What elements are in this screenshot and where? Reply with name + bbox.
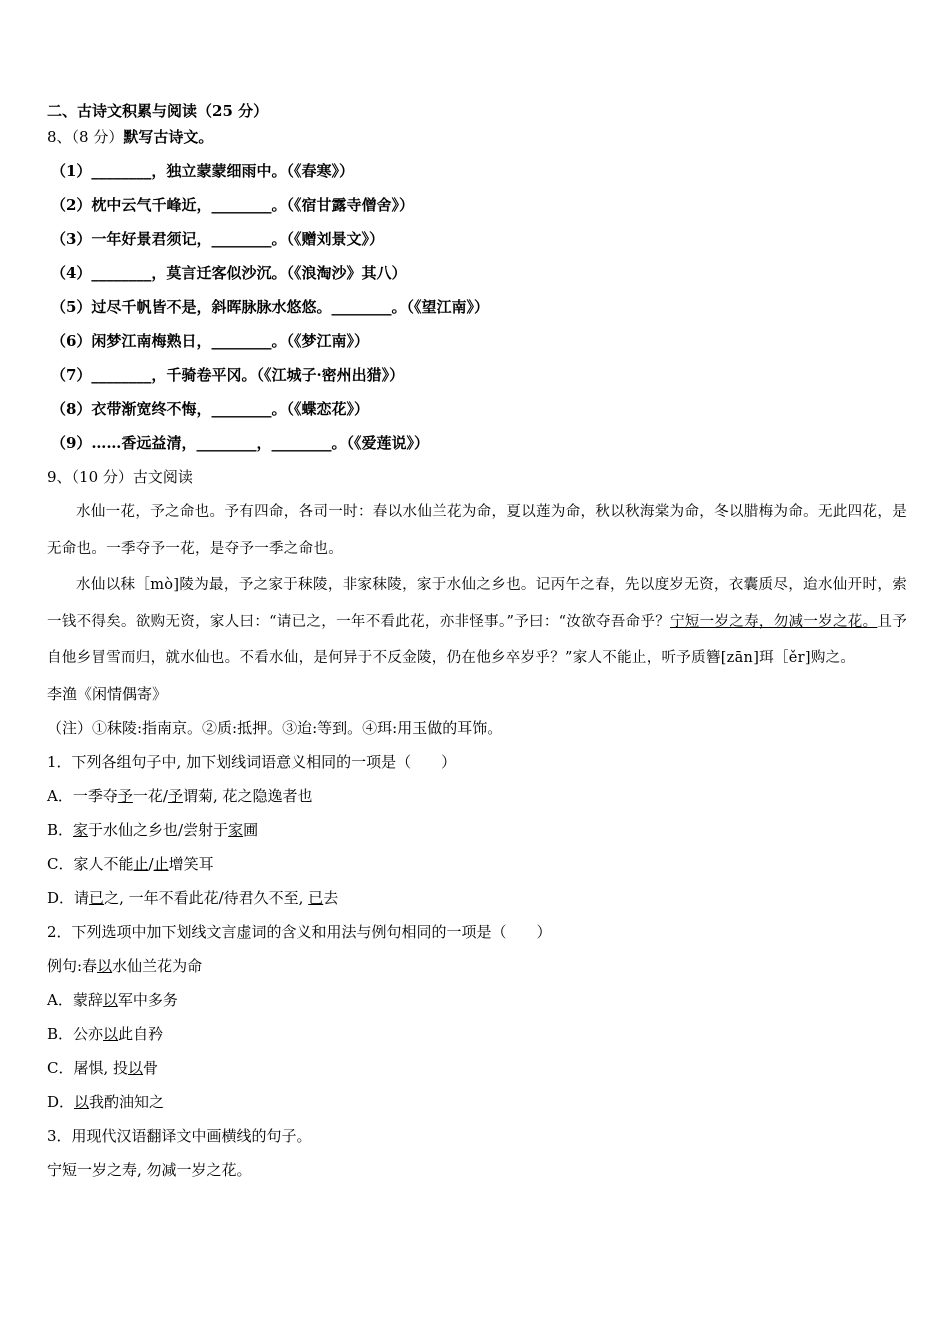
option-label: C．: [47, 854, 74, 873]
option-text: 蒙辞: [72, 990, 103, 1009]
question-instruction: 默写古诗文。: [123, 128, 214, 146]
fill-blank-item-6: （6）闲梦江南梅熟日，________。（《梦江南》）: [51, 332, 369, 350]
option-text: 家人不能: [73, 854, 134, 873]
underlined-word: 已: [308, 888, 324, 907]
underlined-word: 已: [89, 888, 105, 907]
underlined-word: 予: [117, 786, 133, 805]
fill-blank-item-8: （8）衣带渐宽终不悔，________。（《蝶恋花》）: [51, 400, 369, 418]
underlined-word: 止: [153, 854, 169, 873]
example-text: 水仙兰花为命: [112, 956, 203, 975]
underlined-word: 家: [228, 820, 244, 839]
underlined-word: 以: [102, 990, 118, 1009]
option-text: 圃: [243, 820, 259, 839]
option-text: 一季夺: [72, 786, 118, 805]
fill-blank-item-2: （2）枕中云气千峰近，________。（《宿甘露寺僧舍》）: [51, 196, 414, 214]
option-d[interactable]: [47, 1085, 907, 1119]
passage-text: 且予自他乡冒雪而归，就水仙也。不看水仙，是何异于不反金陵，仍在他乡卒岁乎？”家人不能止，听予质簪[zān]珥［ěr]购之。: [47, 613, 907, 666]
passage-paragraph-1: 水仙一花，予之命也。予有四命，各司一时：春以水仙兰花为命，夏以莲为命，秋以秋海棠为命，冬以腊梅为命。无此四花，是无命也。一季夺予一花，是夺予一季之命也。: [47, 504, 907, 557]
fill-blank-item-9: （9）……香远益清，________，________。（《爱莲说》）: [51, 434, 429, 452]
question-9-heading: 9、（10 分）古文阅读: [47, 468, 193, 486]
option-b[interactable]: [47, 813, 907, 847]
sub-question-1: [47, 745, 907, 915]
option-c[interactable]: [47, 847, 907, 881]
option-text: 增笑耳: [168, 854, 214, 873]
option-label: D．: [47, 888, 75, 907]
underlined-word: 以: [97, 956, 113, 975]
fill-blank-item-7: （7）________，千骑卷平冈。（《江城子·密州出猎》）: [51, 366, 405, 384]
underlined-word: 予: [167, 786, 183, 805]
sub-question-2-stem: 2．下列选项中加下划线文言虚词的含义和用法与例句相同的一项是（ ）: [47, 922, 552, 941]
option-b[interactable]: [47, 1017, 907, 1051]
option-text: 军中多务: [117, 990, 178, 1009]
passage-paragraph-2: [47, 567, 907, 677]
fill-blank-item-5: （5）过尽千帆皆不是，斜晖脉脉水悠悠。________。（《望江南》）: [51, 298, 489, 316]
passage-text: 水仙以秣［mò]陵为最，予之家于秣陵，非家秣陵，家于水仙之乡也。记丙午之春，先以度岁无资，衣囊质尽，迨水仙开时，索一钱不得矣。欲购无资，家人曰：“请已之，一年不看此花，亦非怪事。”予曰：“汝欲夺吾命乎？: [47, 577, 907, 630]
example-sentence: [47, 949, 907, 983]
question-number: 8、: [47, 128, 72, 146]
example-text: 例句:春: [47, 956, 98, 975]
sub-question-3-stem: 3．用现代汉语翻译文中画横线的句子。: [47, 1126, 312, 1145]
option-text: 骨: [143, 1058, 159, 1077]
option-text: 此自矜: [118, 1024, 164, 1043]
option-a[interactable]: [47, 983, 907, 1017]
fill-blank-item-1: （1）________，独立蒙蒙细雨中。（《春寒》）: [51, 162, 354, 180]
option-text: 公亦: [73, 1024, 104, 1043]
option-text: 之, 一年不看此花/待君久不至,: [104, 888, 309, 907]
option-c[interactable]: [47, 1051, 907, 1085]
option-label: B．: [47, 820, 74, 839]
option-text: 屠惧, 投: [73, 1058, 129, 1077]
question-8-heading: [47, 124, 907, 150]
passage-note: （注）①秣陵:指南京。②质:抵押。③迨:等到。④珥:用玉做的耳饰。: [47, 718, 503, 737]
underlined-word: 止: [133, 854, 149, 873]
underlined-word: 以: [74, 1092, 90, 1111]
underlined-word: 以: [128, 1058, 144, 1077]
passage-source: 李渔《闲情偶寄》: [47, 684, 168, 703]
question-points: （8 分）: [71, 128, 124, 146]
underlined-word: 以: [103, 1024, 119, 1043]
underlined-word: 家: [73, 820, 89, 839]
option-label: C．: [47, 1058, 74, 1077]
option-label: D．: [47, 1092, 75, 1111]
option-label: A．: [47, 990, 73, 1009]
fill-blank-item-3: （3）一年好景君须记，________。（《赠刘景文》）: [51, 230, 384, 248]
option-a[interactable]: [47, 779, 907, 813]
underlined-sentence: 宁短一岁之寿，勿减一岁之花。: [670, 613, 878, 630]
option-label: B．: [47, 1024, 74, 1043]
option-text: 一花/: [132, 786, 168, 805]
option-text: /: [148, 854, 154, 873]
option-d[interactable]: [47, 881, 907, 915]
sub-question-2: [47, 915, 907, 1119]
option-text: 去: [323, 888, 339, 907]
option-text: 谓菊, 花之隐逸者也: [182, 786, 313, 805]
fill-blank-item-4: （4）________，莫言迁客似沙沉。（《浪淘沙》其八）: [51, 264, 407, 282]
option-text: 我酌油知之: [89, 1092, 165, 1111]
option-label: A．: [47, 786, 73, 805]
sub-question-3: [47, 1119, 907, 1187]
document-page: [47, 98, 907, 1187]
sub-question-1-stem: 1．下列各组句子中, 加下划线词语意义相同的一项是（ ）: [47, 752, 457, 771]
sentence-to-translate: 宁短一岁之寿, 勿减一岁之花。: [47, 1160, 252, 1179]
section-heading: 二、古诗文积累与阅读（25 分）: [47, 102, 269, 120]
option-text: 请: [74, 888, 90, 907]
option-text: 于水仙之乡也/尝射于: [88, 820, 229, 839]
